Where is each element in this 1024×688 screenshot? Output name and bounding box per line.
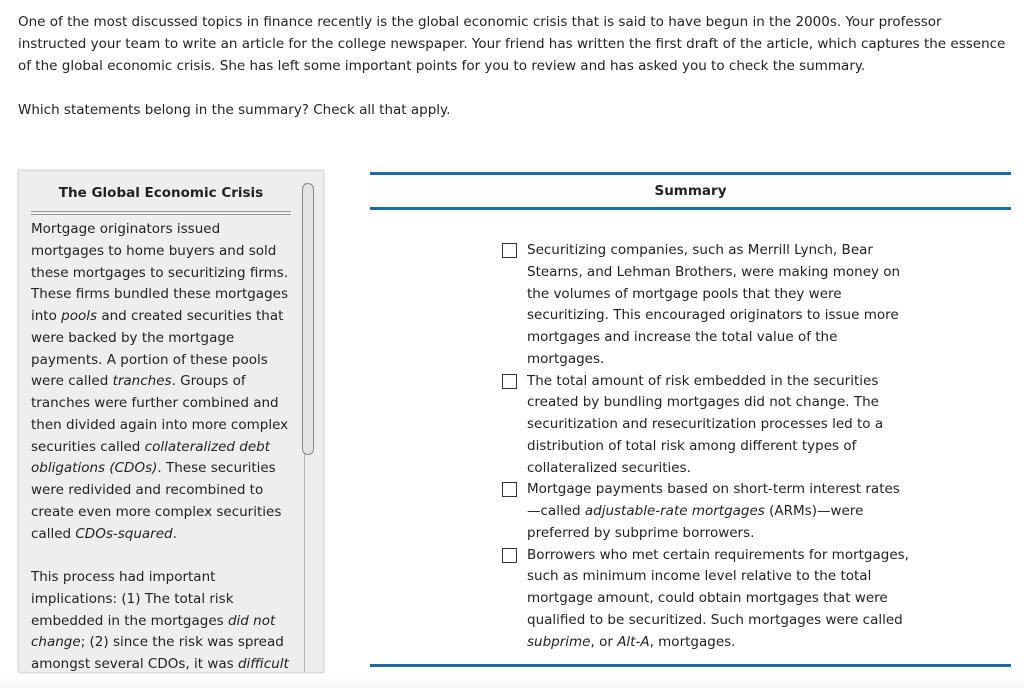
option-italic-term: Alt-A: [617, 633, 650, 650]
option-text: (ARMs)—were preferred by subprime borrowers.: [527, 503, 864, 541]
summary-header-divider: [370, 207, 1011, 210]
option-label: [527, 547, 909, 650]
article-title-divider: [31, 211, 291, 215]
article-italic-term: tranches: [112, 373, 172, 390]
article-body: [31, 219, 297, 673]
article-text: ; (2) since the risk was spread amongst several CDOs, it was: [31, 634, 284, 672]
option-label: The total amount of risk embedded in the securities created by bundling mortgages did not change. The securitization and resecuritization processes led to a distribution of total risk among different types of collateralized securities.: [527, 372, 884, 476]
article-italic-term: CDOs-squared: [75, 525, 173, 542]
checkbox[interactable]: [502, 374, 517, 389]
article-paragraph-1: [31, 219, 297, 545]
summary-option-2[interactable]: [502, 371, 912, 480]
summary-options-list: [502, 240, 912, 653]
intro-text: One of the most discussed topics in finance recently is the global economic crisis that is said to have begun in the 2000s. Your professor instructed your team to write an article for the college newspaper. Your friend has written the first draft of the article, which captures the essence of the global economic crisis. She has left some important points for you to review and has asked you to check the summary.: [18, 14, 1006, 74]
option-label: Securitizing companies, such as Merrill Lynch, Bear Stearns, and Lehman Brothers, were making money on the volumes of mortgage pools that they were securitizing. This encouraged originators to issue more mortgages and increase the total value of the mortgages.: [527, 242, 901, 367]
article-italic-term: pools: [61, 308, 98, 324]
article-italic-term: did not change: [31, 612, 276, 651]
article-italic-term: collateralized debt obligations (CDOs): [31, 438, 271, 477]
page-bottom-edge: [0, 676, 1024, 688]
article-text: This process had important implications: (1) The total risk embedded in the mortgages: [31, 569, 234, 629]
summary-option-3[interactable]: [502, 479, 912, 544]
summary-title: Summary: [654, 183, 727, 199]
option-italic-term: subprime: [527, 633, 591, 650]
article-text: . These securities were redivided and recombined to create even more complex securities called: [31, 460, 282, 542]
option-italic-term: adjustable-rate mortgages: [584, 503, 765, 519]
option-label: [527, 481, 900, 541]
article-text: Mortgage originators issued mortgages to home buyers and sold these mortgages to securitizing firms. These firms bundled these mortgages into: [31, 221, 289, 324]
article-text: and created securities that were backed by the mortgage payments. A portion of these pools were called: [31, 308, 284, 390]
article-text: .: [172, 525, 177, 542]
option-text: , or: [590, 633, 618, 650]
article-title: The Global Economic Crisis: [58, 185, 264, 201]
question-prompt: Which statements belong in the summary? Check all that apply.: [18, 102, 451, 118]
article-text: . Groups of tranches were further combined and then divided again into more complex securities called: [31, 373, 289, 455]
article-italic-term: difficult: [237, 656, 289, 672]
summary-option-1[interactable]: [502, 240, 912, 371]
summary-top-border: [370, 172, 1011, 175]
option-text: Mortgage payments based on short-term interest rates—called: [527, 481, 900, 519]
article-panel[interactable]: [18, 170, 324, 673]
option-text: , mortgages.: [649, 633, 736, 650]
article-paragraph-2: [31, 567, 297, 673]
checkbox[interactable]: [502, 243, 517, 258]
article-scrollbar-thumb[interactable]: [302, 183, 314, 455]
option-text: Borrowers who met certain requirements for mortgages, such as minimum income level relative to the total mortgage amount, could obtain mortgages that were qualified to be securitized. Such mortgages were called: [527, 546, 909, 628]
checkbox[interactable]: [502, 482, 517, 497]
checkbox[interactable]: [502, 548, 517, 563]
summary-bottom-border: [370, 664, 1011, 667]
summary-option-4[interactable]: [502, 545, 912, 654]
